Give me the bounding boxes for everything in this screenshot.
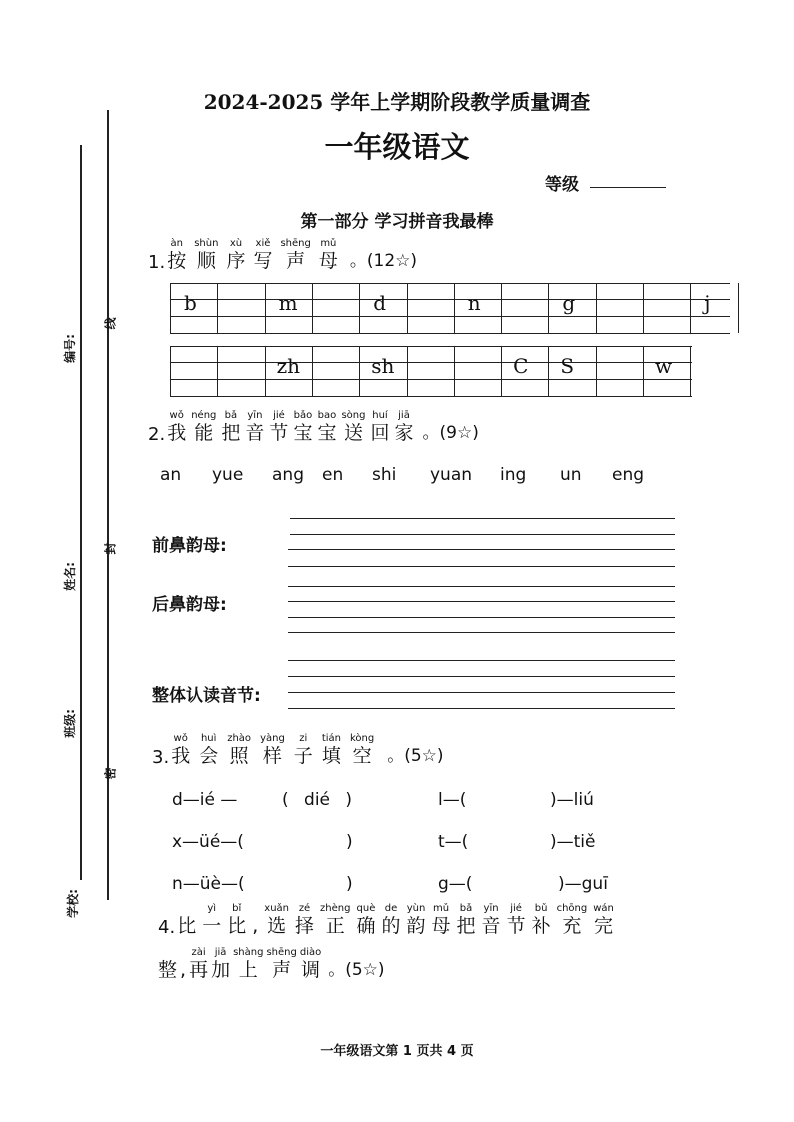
grid-divider (312, 346, 313, 396)
part1-title: 第一部分 学习拼音我最棒 (300, 212, 494, 232)
pinyin-text: wǒ (173, 733, 188, 744)
pinyin-char (167, 410, 186, 445)
hanzi-text: 序 (226, 250, 246, 272)
field-school: 学校: (65, 889, 80, 918)
pinyin-char (395, 410, 414, 445)
grid-cell-letter: m (278, 291, 298, 315)
question-1 (148, 238, 417, 273)
answer-line[interactable] (288, 617, 675, 618)
syllable-option[interactable]: yuan (430, 465, 473, 485)
syllable-option[interactable]: an (160, 465, 182, 485)
grid-cell-letter: d (373, 291, 386, 315)
question-2 (148, 410, 479, 445)
hanzi-text: 顺 (196, 250, 216, 272)
grid-divider (359, 346, 360, 396)
grid-cell-letter: S (560, 354, 575, 378)
grid-cell-letter: j (704, 291, 711, 315)
hanzi-text: 调 (301, 959, 321, 981)
answer-line[interactable] (288, 586, 675, 587)
grid-divider (643, 283, 644, 333)
grid-cell-letter: w (655, 354, 673, 378)
hanzi-text: 家 (394, 422, 414, 444)
hanzi-text: 母 (431, 915, 451, 937)
pinyin-text: zhào (227, 733, 252, 744)
hanzi-text: , (252, 915, 259, 937)
answer-line[interactable] (290, 518, 675, 519)
hanzi-text: 加 (211, 959, 231, 981)
pinyin-text: jié (273, 410, 285, 421)
item-left-open: n—üè—( (172, 874, 245, 894)
mark-seal: 封 (103, 542, 118, 555)
pinyin-char (199, 733, 218, 768)
item-right-close: )—liú (550, 790, 594, 810)
hanzi-text: 选 (267, 915, 287, 937)
score-note: 。(9☆) (422, 423, 479, 443)
pinyin-text: jié (510, 903, 522, 914)
subject-title: 一年级语文 (324, 130, 470, 164)
back-nasal-label: 后鼻韵母: (152, 595, 227, 615)
pinyin-text: shàng (233, 947, 264, 958)
item-right-close: )—tiě (550, 832, 596, 852)
example-left: d—ié — (172, 790, 238, 810)
hanzi-text: 节 (269, 422, 289, 444)
grid-divider (690, 283, 691, 333)
syllable-option[interactable]: ang (272, 465, 304, 485)
item-right-close: )—guī (558, 874, 608, 894)
grid-divider (170, 346, 171, 396)
answer-line[interactable] (288, 676, 675, 677)
hanzi-text: 会 (199, 745, 219, 767)
pinyin-text: yīn (483, 903, 499, 914)
grid-divider (454, 346, 455, 396)
hanzi-text: 的 (381, 915, 401, 937)
grid-divider (548, 346, 549, 396)
pinyin-text: jiā (214, 947, 227, 958)
field-class: 班级: (62, 709, 77, 738)
grid-line (170, 346, 692, 347)
pinyin-char (221, 410, 240, 445)
grade-label: 等级 (545, 175, 579, 195)
syllable-option[interactable]: yue (212, 465, 244, 485)
hanzi-text: 确 (356, 915, 376, 937)
hanzi-text: 送 (343, 422, 363, 444)
score-note: 。(5☆) (328, 960, 385, 980)
pinyin-text: zhèng (320, 903, 351, 914)
whole-syllable-label: 整体认读音节: (152, 686, 261, 706)
pinyin-char (280, 238, 310, 273)
pinyin-text: jiā (398, 410, 410, 421)
pinyin-text: huí (372, 410, 388, 421)
pinyin-text: shēng (280, 238, 311, 249)
pinyin-char (158, 947, 177, 982)
pinyin-text: zi (299, 733, 308, 744)
syllable-option[interactable]: un (560, 465, 582, 485)
hanzi-text: 样 (262, 745, 282, 767)
pinyin-char (233, 947, 263, 982)
pinyin-text: àn (170, 238, 183, 249)
pinyin-text: chōng (556, 903, 588, 914)
pinyin-text: zài (191, 947, 206, 958)
hanzi-text: 音 (481, 915, 501, 937)
hanzi-text: 空 (352, 745, 372, 767)
pinyin-char (227, 733, 251, 768)
grid-divider (265, 283, 266, 333)
grid-divider (217, 283, 218, 333)
field-number: 编号: (62, 334, 77, 363)
pinyin-char (293, 410, 312, 445)
pinyin-text: yùn (406, 903, 426, 914)
grid-line (170, 333, 730, 334)
grid-divider (596, 283, 597, 333)
pinyin-text: bao (317, 410, 337, 421)
hanzi-text: 写 (253, 250, 273, 272)
question-number: 2. (148, 424, 166, 445)
question-number: 4. (158, 917, 176, 938)
hanzi-text: 一 (202, 915, 222, 937)
grid-line (170, 316, 730, 317)
grid-divider (596, 346, 597, 396)
grid-divider (690, 346, 691, 396)
pinyin-char (202, 903, 221, 938)
item-left-close: ) (346, 832, 353, 852)
grid-cell-letter: g (562, 291, 576, 315)
pinyin-text: bǎ (224, 410, 238, 421)
question-number: 3. (152, 747, 170, 768)
pinyin-char (252, 903, 258, 938)
grid-divider (265, 346, 266, 396)
pinyin-text: xuǎn (264, 903, 290, 914)
pinyin-text: mǔ (320, 238, 337, 249)
pinyin-char (407, 903, 426, 938)
pinyin-char (370, 410, 389, 445)
hanzi-text: , (180, 959, 187, 981)
score-note: 。(12☆) (349, 251, 418, 271)
grid-line (170, 299, 730, 300)
pinyin-text: wǒ (169, 410, 184, 421)
hanzi-text: 子 (293, 745, 313, 767)
item-right-open: l—( (438, 790, 467, 810)
pinyin-char (191, 410, 216, 445)
pinyin-text: shùn (194, 238, 219, 249)
pinyin-text: xù (229, 238, 243, 249)
pinyin-char (180, 947, 186, 982)
score-note: 。(5☆) (387, 746, 444, 766)
pinyin-char (350, 733, 374, 768)
hanzi-text: 韵 (406, 915, 426, 937)
pinyin-grid-row2 (170, 346, 692, 396)
pinyin-char (260, 733, 285, 768)
pinyin-char (194, 238, 218, 273)
pinyin-char (264, 903, 289, 938)
hanzi-text: 回 (370, 422, 390, 444)
answer-line[interactable] (288, 632, 675, 633)
grid-divider (312, 283, 313, 333)
grid-divider (501, 346, 502, 396)
pinyin-char (381, 903, 400, 938)
pinyin-char (319, 238, 338, 273)
hanzi-text: 补 (531, 915, 551, 937)
pinyin-char (432, 903, 451, 938)
field-name: 姓名: (62, 562, 77, 591)
hanzi-text: 声 (286, 250, 306, 272)
binding-line-left (80, 145, 82, 880)
pinyin-char (171, 733, 190, 768)
pinyin-text: yì (207, 903, 217, 914)
answer-line[interactable] (288, 708, 675, 709)
grid-cell-letter: b (184, 291, 197, 315)
grid-divider (407, 283, 408, 333)
pinyin-grid-row1 (170, 283, 730, 333)
syllable-option[interactable]: ing (500, 465, 527, 485)
hanzi-text: 我 (171, 745, 191, 767)
grid-divider (170, 283, 171, 333)
pinyin-char (167, 238, 186, 273)
pinyin-char (322, 733, 341, 768)
hanzi-text: 充 (562, 915, 582, 937)
grid-divider (738, 283, 739, 333)
hanzi-text: 声 (272, 959, 292, 981)
answer-line[interactable] (288, 566, 675, 567)
pinyin-text: sòng (341, 410, 366, 421)
pinyin-char (557, 903, 588, 938)
grid-divider (217, 346, 218, 396)
syllable-option[interactable]: en (322, 465, 344, 485)
pinyin-char (226, 238, 245, 273)
pinyin-char (341, 410, 365, 445)
grid-divider (359, 283, 360, 333)
item-right-open: t—( (438, 832, 469, 852)
pinyin-text: de (384, 903, 398, 914)
grid-divider (548, 283, 549, 333)
pinyin-text: wán (593, 903, 614, 914)
hanzi-text: 上 (238, 959, 258, 981)
item-right-open: g—( (438, 874, 473, 894)
grid-divider (407, 346, 408, 396)
hanzi-text: 宝 (317, 422, 337, 444)
grade-blank[interactable] (590, 187, 666, 188)
hanzi-text: 整 (158, 959, 178, 981)
pinyin-text: yàng (260, 733, 285, 744)
pinyin-text: zé (298, 903, 311, 914)
pinyin-char (211, 947, 230, 982)
hanzi-text: 我 (167, 422, 187, 444)
pinyin-char (317, 410, 336, 445)
grid-divider (501, 283, 502, 333)
pinyin-char (245, 410, 264, 445)
pinyin-text: kòng (349, 733, 375, 744)
grid-cell-letter: n (467, 291, 481, 315)
pinyin-char (300, 947, 321, 982)
pinyin-char (507, 903, 526, 938)
pinyin-char (177, 903, 196, 938)
pinyin-text: bǎo (293, 410, 313, 421)
hanzi-text: 比 (227, 915, 247, 937)
item-left-open: x—üé—( (172, 832, 244, 852)
answer-line[interactable] (288, 660, 675, 661)
pinyin-char (227, 903, 246, 938)
hanzi-text: 把 (456, 915, 476, 937)
hanzi-text: 把 (221, 422, 241, 444)
pinyin-text: bǔ (534, 903, 548, 914)
question-4-line2 (158, 947, 385, 982)
item-left-close: ) (346, 874, 353, 894)
exam-title: 2024-2025 学年上学期阶段教学质量调查 (203, 90, 591, 114)
pinyin-char (532, 903, 551, 938)
pinyin-char (457, 903, 476, 938)
hanzi-text: 音 (245, 422, 265, 444)
grid-divider (643, 346, 644, 396)
mark-secret: 密 (103, 767, 118, 780)
pinyin-char (295, 903, 314, 938)
pinyin-char (294, 733, 313, 768)
pinyin-text: shēng (266, 947, 297, 958)
pinyin-char (253, 238, 272, 273)
pinyin-text: diào (299, 947, 322, 958)
hanzi-text: 按 (167, 250, 187, 272)
hanzi-text: 比 (177, 915, 197, 937)
pinyin-char (356, 903, 375, 938)
grid-line (170, 283, 730, 284)
pinyin-text: bǎ (459, 903, 473, 914)
hanzi-text: 母 (318, 250, 338, 272)
pinyin-text: yīn (247, 410, 263, 421)
hanzi-text: 正 (325, 915, 345, 937)
pinyin-char (482, 903, 501, 938)
page-footer: 一年级语文第 1 页共 4 页 (320, 1044, 474, 1059)
answer-line[interactable] (288, 692, 675, 693)
hanzi-text: 能 (194, 422, 214, 444)
hanzi-text: 节 (506, 915, 526, 937)
syllable-option[interactable]: shi (372, 465, 397, 485)
mark-line: 线 (103, 317, 118, 330)
pinyin-text: huì (200, 733, 217, 744)
pinyin-text: xiě (255, 238, 271, 249)
pinyin-char (266, 947, 296, 982)
pinyin-char (189, 947, 208, 982)
pinyin-char (269, 410, 288, 445)
question-number: 1. (148, 252, 166, 273)
grid-line (170, 396, 692, 397)
grid-line (170, 362, 692, 363)
grid-line (170, 379, 692, 380)
example-answer: ( dié ) (282, 790, 353, 810)
grid-cell-letter: sh (371, 354, 395, 378)
pinyin-char (593, 903, 614, 938)
answer-line[interactable] (288, 549, 675, 550)
answer-line[interactable] (288, 601, 675, 602)
question-4 (158, 903, 620, 938)
hanzi-text: 再 (189, 959, 209, 981)
pinyin-text: tián (321, 733, 341, 744)
pinyin-text: què (356, 903, 376, 914)
grid-cell-letter: zh (276, 354, 301, 378)
hanzi-text: 完 (594, 915, 614, 937)
grid-cell-letter: C (513, 354, 529, 378)
hanzi-text: 填 (321, 745, 341, 767)
pinyin-text: néng (191, 410, 217, 421)
pinyin-text: bǐ (232, 903, 242, 914)
grid-divider (454, 283, 455, 333)
front-nasal-label: 前鼻韵母: (152, 536, 227, 556)
hanzi-text: 择 (295, 915, 315, 937)
hanzi-text: 照 (229, 745, 249, 767)
pinyin-text: mǔ (432, 903, 450, 914)
pinyin-char (320, 903, 350, 938)
answer-line[interactable] (290, 534, 675, 535)
syllable-option[interactable]: eng (612, 465, 645, 485)
hanzi-text: 宝 (293, 422, 313, 444)
question-3 (152, 733, 444, 768)
